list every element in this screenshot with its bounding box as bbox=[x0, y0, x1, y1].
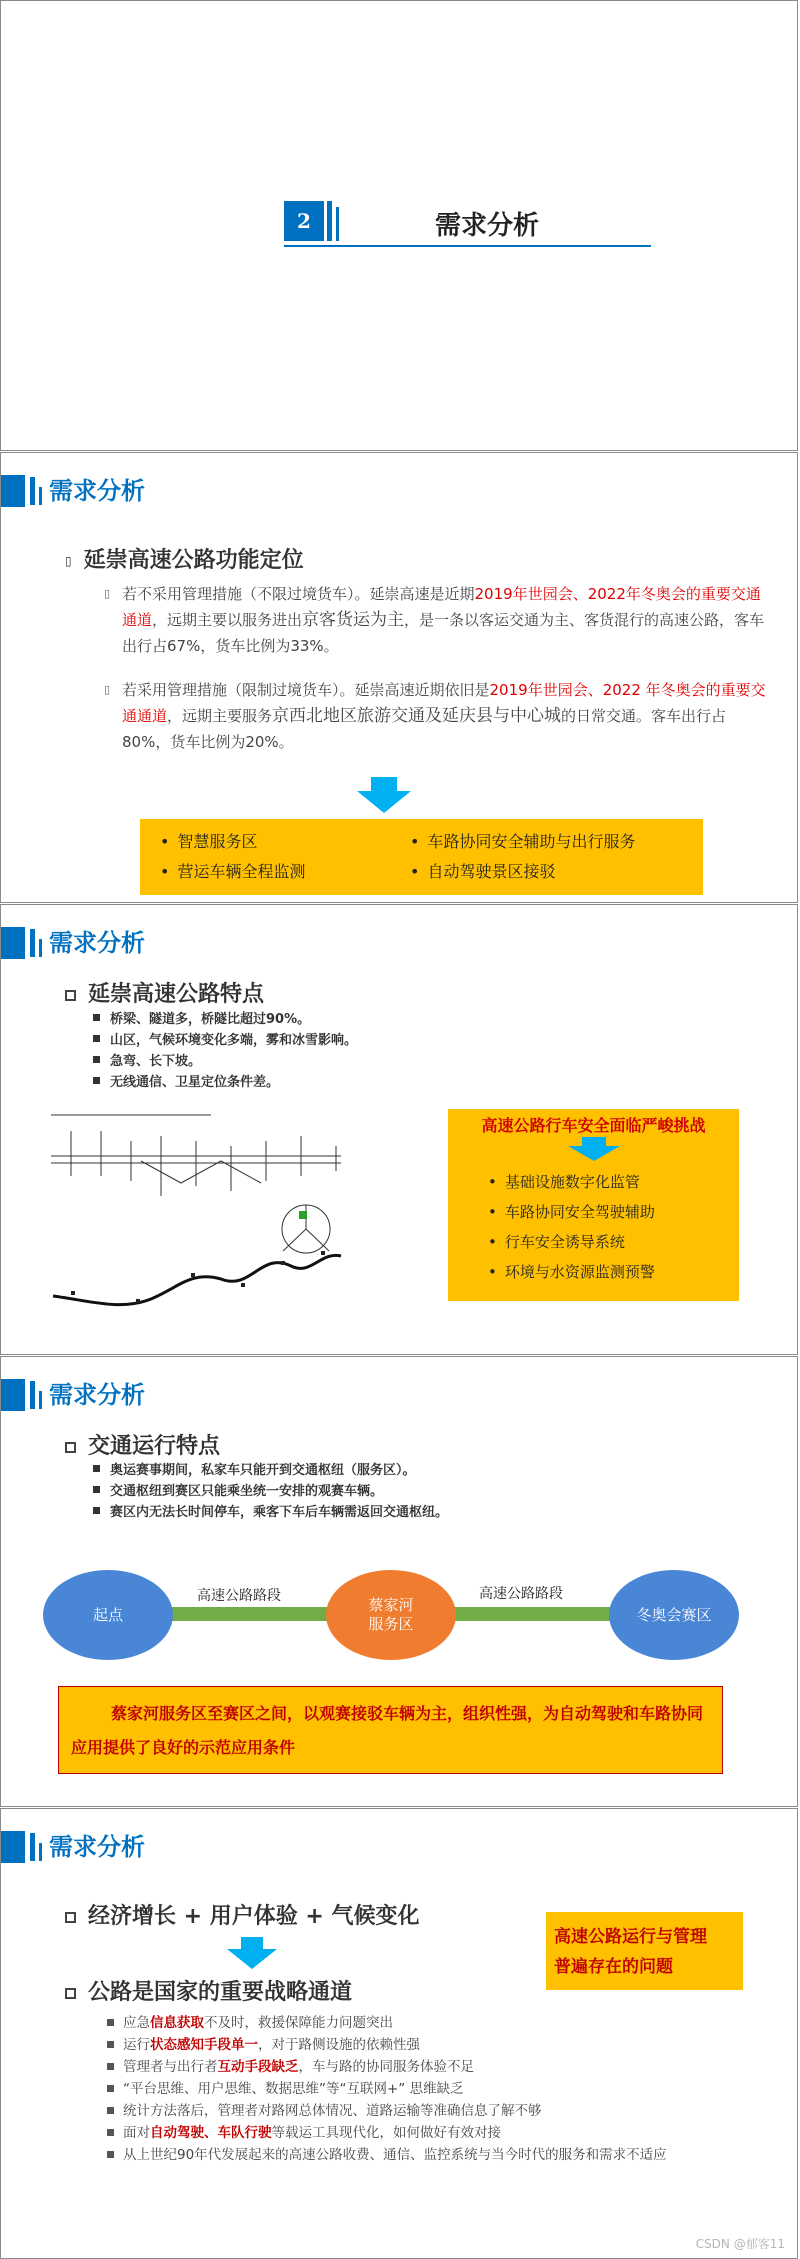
feature-bullet: 无线通信、卫星定位条件差。 bbox=[93, 1071, 279, 1090]
section-number: 2 bbox=[297, 209, 311, 233]
header-bar-icon bbox=[1, 1379, 25, 1411]
section-heading bbox=[65, 1429, 220, 1460]
summary-note: 蔡家河服务区至赛区之间，以观赛接驳车辆为主，组织性强，为自动驾驶和车路协同应用提供了良好的示范应用条件 bbox=[71, 1704, 704, 1757]
feature-box bbox=[140, 819, 703, 895]
section-heading-drivers bbox=[65, 1899, 420, 1930]
checkbox-bullet-icon bbox=[65, 990, 76, 1001]
bullet-icon: ▯ bbox=[104, 683, 111, 696]
title-underline bbox=[284, 245, 651, 247]
section-heading bbox=[65, 543, 304, 574]
section-heading bbox=[65, 977, 264, 1008]
heading-text: 经济增长 + 用户体验 + 气候变化 bbox=[88, 1904, 420, 1929]
slide-strategic-issues bbox=[0, 1808, 798, 2259]
issue-line: 统计方法落后，管理者对路网总体情况、道路运输等准确信息了解不够 bbox=[123, 2100, 542, 2122]
checkbox-bullet-icon: ▯ bbox=[65, 554, 72, 568]
paragraph-no-restriction: ▯ 若不采用管理措施（不限过境货车）。延崇高速是近期2019年世园会、2022年冬奥会的重要交通通道，远期主要以服务进出京客货运为主，是一条以客运交通为主、客货混行的高速公路，客车出行占67%，货车比例为33%。 bbox=[122, 581, 772, 659]
challenge-item: • 基础设施数字化监管 bbox=[488, 1171, 640, 1192]
slide-header-title: 需求分析 bbox=[49, 1833, 145, 1861]
node-olympic-venue: 冬奥会赛区 bbox=[609, 1570, 739, 1660]
feature-bullet: 奥运赛事期间，私家车只能开到交通枢纽（服务区）。 bbox=[93, 1459, 416, 1478]
summary-note-box bbox=[58, 1686, 723, 1774]
heading-text: 延崇高速公路功能定位 bbox=[83, 548, 304, 573]
section-number-badge bbox=[284, 201, 324, 241]
header-bar-icon bbox=[1, 927, 25, 959]
issue-line: “平台思维、用户思维、数据思维”等“互联网+” 思维缺乏 bbox=[123, 2078, 464, 2100]
slide-road-features bbox=[0, 904, 798, 1355]
feature-bullet: 山区，气候环境变化多端，雾和冰雪影响。 bbox=[93, 1029, 357, 1048]
node-start: 起点 bbox=[43, 1570, 173, 1660]
challenge-title: 高速公路行车安全面临严峻挑战 bbox=[481, 1116, 706, 1135]
badge-stripe bbox=[327, 201, 332, 241]
heading-text: 交通运行特点 bbox=[88, 1434, 221, 1459]
issue-callout-line: 普遍存在的问题 bbox=[554, 1957, 673, 1977]
issue-line: 应急信息获取不及时，救援保障能力问题突出 bbox=[123, 2012, 393, 2034]
challenge-box bbox=[448, 1109, 739, 1301]
section-heading-strategic bbox=[65, 1975, 352, 2006]
down-arrow-icon bbox=[568, 1137, 620, 1161]
issue-callout-line: 高速公路运行与管理 bbox=[554, 1927, 707, 1947]
road-segment-label: 高速公路路段 bbox=[479, 1586, 563, 1602]
feature-bullet: 急弯、长下坡。 bbox=[93, 1050, 201, 1069]
checkbox-bullet-icon bbox=[65, 1442, 76, 1453]
header-bar-icon bbox=[1, 475, 25, 507]
feature-item: • 车路协同安全辅助与出行服务 bbox=[410, 829, 635, 852]
feature-bullet: 桥梁、隧道多，桥隧比超过90%。 bbox=[93, 1008, 310, 1027]
challenge-item: • 车路协同安全驾驶辅助 bbox=[488, 1201, 655, 1222]
paragraph-restriction: ▯ 若采用管理措施（限制过境货车）。延崇高速近期依旧是2019年世园会、2022 年冬奥会的重要交通通道，远期主要服务京西北地区旅游交通及延庆县与中心城的日常交通。客车出行占80%，货车比例为20%。 bbox=[122, 677, 772, 755]
watermark: CSDN @郁客11 bbox=[695, 2237, 785, 2251]
header-bar-icon bbox=[1, 1831, 25, 1863]
road-segment-bar bbox=[453, 1607, 613, 1621]
slide-title bbox=[0, 0, 798, 451]
issue-line: 从上世纪90年代发展起来的高速公路收费、通信、监控系统与当今时代的服务和需求不适应 bbox=[123, 2144, 763, 2166]
feature-item: • 自动驾驶景区接驳 bbox=[410, 859, 555, 882]
road-segment-label: 高速公路路段 bbox=[197, 1588, 281, 1604]
down-arrow-icon bbox=[357, 777, 411, 813]
feature-bullet: 赛区内无法长时间停车，乘客下车后车辆需返回交通枢纽。 bbox=[93, 1501, 448, 1520]
slide-function-positioning bbox=[0, 452, 798, 903]
slide-traffic-operation bbox=[0, 1356, 798, 1807]
issue-line: 面对自动驾驶、车队行驶等载运工具现代化，如何做好有效对接 bbox=[123, 2122, 501, 2144]
checkbox-bullet-icon bbox=[65, 1988, 76, 1999]
feature-item: • 营运车辆全程监测 bbox=[160, 859, 305, 882]
road-segment-bar bbox=[171, 1607, 331, 1621]
feature-bullet: 交通枢纽到赛区只能乘坐统一安排的观赛车辆。 bbox=[93, 1480, 383, 1499]
road-schematic-diagram bbox=[41, 1101, 411, 1341]
heading-text: 延崇高速公路特点 bbox=[88, 982, 265, 1007]
section-title: 需求分析 bbox=[435, 211, 540, 241]
issue-callout-box bbox=[546, 1912, 743, 1990]
down-arrow-icon bbox=[227, 1937, 277, 1969]
heading-text: 公路是国家的重要战略通道 bbox=[88, 1980, 353, 2005]
node-service-area: 蔡家河服务区 bbox=[326, 1570, 456, 1660]
badge-stripe-thin bbox=[336, 207, 339, 241]
feature-item: • 智慧服务区 bbox=[160, 829, 257, 852]
slide-header-title: 需求分析 bbox=[49, 929, 145, 957]
slide-header-title: 需求分析 bbox=[49, 477, 145, 505]
challenge-item: • 行车安全诱导系统 bbox=[488, 1231, 625, 1252]
challenge-item: • 环境与水资源监测预警 bbox=[488, 1261, 655, 1282]
bullet-icon: ▯ bbox=[104, 587, 111, 600]
issue-line: 运行状态感知手段单一，对于路侧设施的依赖性强 bbox=[123, 2034, 420, 2056]
slide-header-title: 需求分析 bbox=[49, 1381, 145, 1409]
issue-line: 管理者与出行者互动手段缺乏，车与路的协同服务体验不足 bbox=[123, 2056, 474, 2078]
checkbox-bullet-icon bbox=[65, 1912, 76, 1923]
